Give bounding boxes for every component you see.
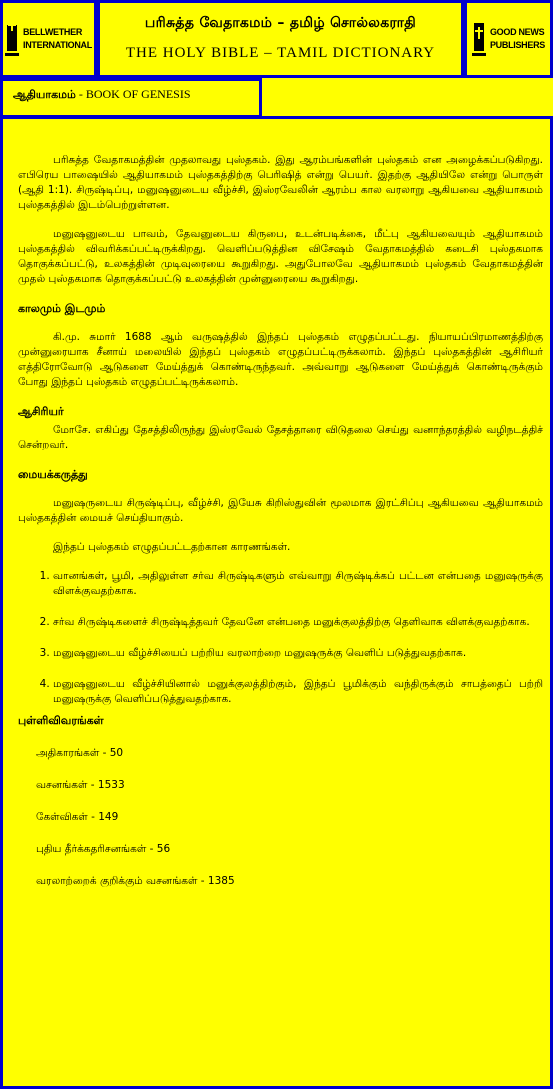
theme-heading: மையக்கருத்து bbox=[18, 468, 88, 481]
statistics-heading: புள்ளிவிவரங்கள் bbox=[18, 714, 104, 727]
author-heading: ஆசிரியர் bbox=[18, 405, 64, 418]
intro-paragraph-1: பரிசுத்த வேதாகமத்தின் முதலாவது புஸ்தகம். இது ஆரம்பங்களின் புஸ்தகம் என அழைக்கப்படுகிறது. எபிரெய பாஷையில் ஆதியாகமம் புஸ்தகத்திற்கு பெரிஷித் என்று பெயர். இதற்கு ஆதியிலே என்று பொருள் (ஆதி 1:1). சிருஷ்டிப்பு, மனுஷனுடைய வீழ்ச்சி, இஸ்ரவேலின் ஆரம்ப கால வரலாறு ஆகியவை ஆதியாகமம் புஸ்தகத்தில் இடம்பெற்றுள்ளன. bbox=[18, 154, 543, 211]
book-title-tamil: ஆதியாகமம் bbox=[13, 88, 76, 101]
title-tamil: பரிசுத்த வேதாகமம் – தமிழ் சொல்லகராதி bbox=[144, 15, 417, 31]
reason-item: 1. வானங்கள், பூமி, அதிலுள்ள சர்வ சிருஷ்டிகளும் எவ்வாறு சிருஷ்டிக்கப் பட்டன என்பதை மனுஷருக்கு விளக்குவதற்காக. bbox=[53, 569, 543, 599]
logo-left-line1: BELLWETHER bbox=[23, 27, 83, 37]
bellwether-logo-box bbox=[0, 0, 97, 78]
title-box bbox=[97, 0, 464, 78]
goodnews-logo-box bbox=[464, 0, 553, 78]
stat-prophecies: புதிய தீர்க்கதரிசனங்கள் - 56 bbox=[36, 843, 171, 855]
reasons-list bbox=[18, 569, 543, 707]
time-place-heading: காலமும் இடமும் bbox=[18, 302, 106, 315]
title-english: THE HOLY BIBLE – TAMIL DICTIONARY bbox=[125, 45, 436, 61]
bible-icon bbox=[5, 19, 19, 59]
reason-item: 2. சர்வ சிருஷ்டிகளைச் சிருஷ்டித்தவர் தேவனே என்பதை மனுக்குலத்திற்கு தெளிவாக விளக்குவதற்காக. bbox=[53, 615, 543, 630]
stat-chapters: அதிகாரங்கள் - 50 bbox=[36, 747, 124, 759]
logo-right-line2: PUBLISHERS bbox=[489, 40, 545, 50]
reasons-intro: இந்தப் புஸ்தகம் எழுதப்பட்டதற்கான காரணங்கள். bbox=[53, 541, 291, 553]
book-icon bbox=[472, 19, 486, 59]
logo-right-line1: GOOD NEWS bbox=[489, 27, 545, 37]
reason-item: 4. மனுஷனுடைய வீழ்ச்சியினால் மனுக்குலத்திற்கும், இந்தப் பூமிக்கும் வந்திருக்கும் சாபத்தைப் பற்றி மனுஷருக்கு வெளிப்படுத்துவதற்காக. bbox=[53, 677, 543, 707]
stat-verses: வசனங்கள் - 1533 bbox=[36, 779, 125, 791]
stat-questions: கேள்விகள் - 149 bbox=[36, 811, 119, 823]
theme-text: மனுஷருடைய சிருஷ்டிப்பு, வீழ்ச்சி, இயேசு கிறிஸ்துவின் மூலமாக இரட்சிப்பு ஆகியவை ஆதியாகமம் புஸ்தகத்தின் மையச் செய்தியாகும். bbox=[18, 497, 543, 524]
logo-left-line2: INTERNATIONAL bbox=[23, 40, 92, 50]
intro-paragraph-2: மனுஷனுடைய பாவம், தேவனுடைய கிருபை, உடன்படிக்கை, மீட்பு ஆகியவையும் ஆதியாகமம் புஸ்தகத்தில் விவரிக்கப்பட்டிருக்கிறது. வெளிப்படுத்தின விசேஷம் வேதாகமத்தில் கடைசி புஸ்தகமாக தொகுக்கப்பட்டு, உலகத்தின் முடிவுரையை கூறுகிறது. அதுபோலவே ஆதியாகமம் புஸ்தகம் வேதாகமத்தின் முதல் புஸ்தகமாக தொகுக்கப்பட்டு உலகத்தின் முன்னுரையை கூறுகிறது. bbox=[18, 228, 543, 285]
book-title-box bbox=[0, 78, 262, 118]
book-title-english: - BOOK OF GENESIS bbox=[75, 87, 191, 101]
content bbox=[18, 153, 543, 906]
stat-history-verses: வரலாற்றைக் குறிக்கும் வசனங்கள் - 1385 bbox=[36, 875, 235, 887]
author-text: மோசே. எகிப்து தேசத்திலிருந்து இஸ்ரவேல் தேசத்தாரை விடுதலை செய்து வனாந்தரத்தில் வழிநடத்திச் சென்றவர். bbox=[18, 424, 543, 451]
reason-item: 3. மனுஷனுடைய வீழ்ச்சியைப் பற்றிய வரலாற்றை மனுஷருக்கு வெளிப் படுத்துவதற்காக. bbox=[53, 646, 543, 661]
statistics-list bbox=[18, 746, 543, 889]
time-place-text: கி.மு. சுமார் 1688 ஆம் வருஷத்தில் இந்தப் புஸ்தகம் எழுதப்பட்டது. நியாயப்பிரமாணத்திற்கு முன்னுரையாக சீனாய் மலையில் இந்தப் புஸ்தகம் எழுதப்பட்டிருக்கலாம். இந்தப் புஸ்தகத்தின் ஆசிரியர் எத்திரோவோடு ஆடுகளை மேய்த்துக் கொண்டிருந்தவர். அவ்வாறு ஆடுகளை மேய்த்துக் கொண்டிருக்கும் போது இந்தப் புஸ்தகம் எழுதப்பட்டிருக்கலாம். bbox=[18, 331, 543, 388]
main-content-box bbox=[0, 116, 553, 1089]
